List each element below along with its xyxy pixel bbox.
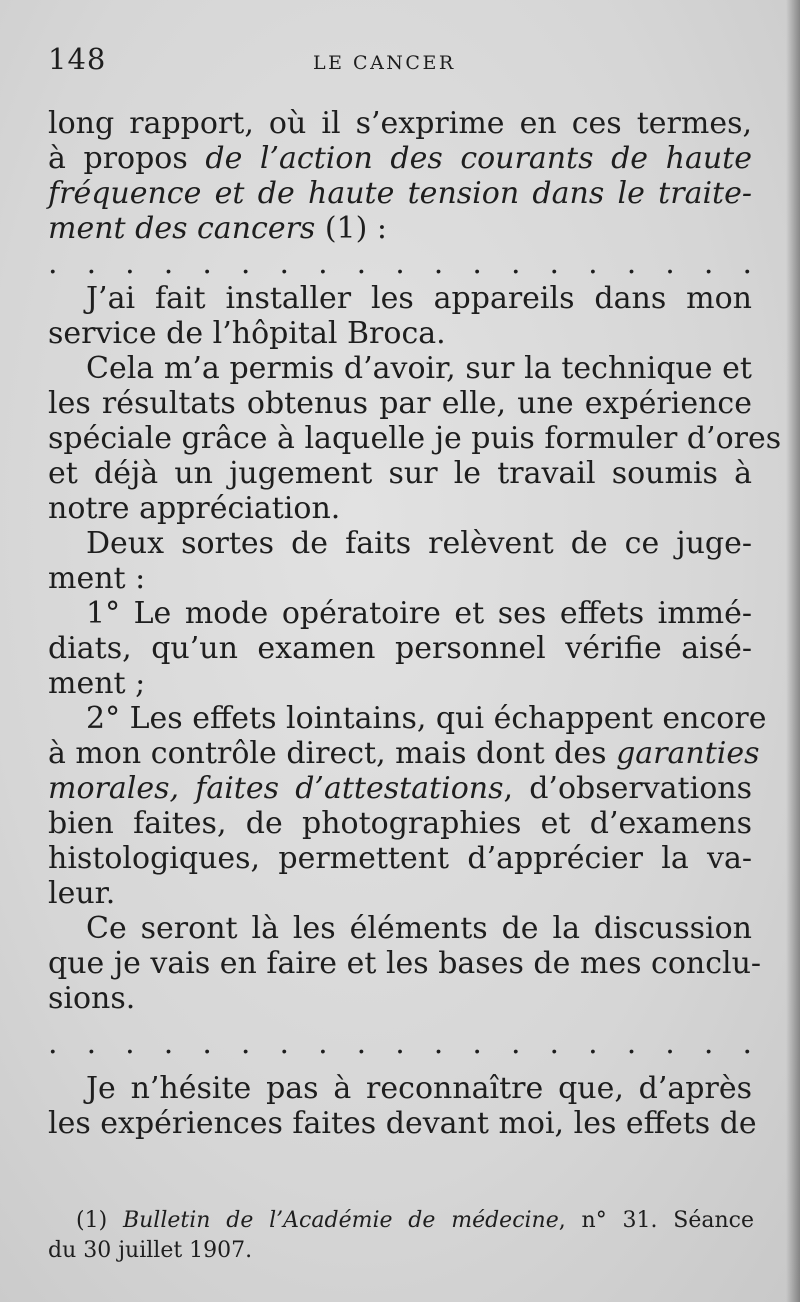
text-line: que je vais en faire et les bases de mes conclu-: [48, 946, 762, 981]
italic-phrase: garanties: [616, 736, 760, 771]
text-line: diats, qu’un examen personnel vérifie aisé-: [48, 631, 752, 666]
spacer: [48, 1061, 752, 1071]
text-line: ment ;: [48, 666, 146, 701]
body-text: [48, 106, 782, 1141]
text-line: les expériences faites devant moi, les effets de: [48, 1106, 757, 1141]
footnote-source: Bulletin de l’Académie de médecine: [122, 1208, 559, 1233]
italic-phrase: morales, faites d’attestations: [48, 771, 504, 806]
footnote-marker: (1): [76, 1208, 123, 1233]
text-line: morales, faites d’attestations, d’observations: [48, 771, 752, 806]
italic-title: ment des cancers: [48, 211, 316, 246]
text-line: J’ai fait installer les appareils dans mon: [86, 281, 752, 316]
spacer: [48, 1016, 752, 1026]
ellipsis-row: . . . . . . . . . . . . . . . . . . .: [48, 1026, 752, 1061]
running-head: [48, 42, 748, 82]
text-line: Je n’hésite pas à reconnaître que, d’après: [86, 1071, 752, 1106]
text-line: notre appréciation.: [48, 491, 341, 526]
text-line: les résultats obtenus par elle, une expérience: [48, 386, 752, 421]
italic-title: de l’action des courants de haute: [205, 141, 752, 176]
text-line: 2° Les effets lointains, qui échappent encore: [86, 701, 767, 736]
running-title: LE CANCER: [313, 52, 456, 74]
text-line: à mon contrôle direct, mais dont des garanties: [48, 736, 760, 771]
footnote: [48, 1206, 754, 1266]
text-line: à propos de l’action des courants de haute: [48, 141, 752, 176]
text-line: et déjà un jugement sur le travail soumis à: [48, 456, 752, 491]
text-line: Ce seront là les éléments de la discussion: [86, 911, 752, 946]
footnote-line: du 30 juillet 1907.: [48, 1238, 253, 1263]
text-line: fréquence et de haute tension dans le traite-: [48, 176, 752, 211]
text-line: 1° Le mode opératoire et ses effets immé-: [86, 596, 752, 631]
text-line: Deux sortes de faits relèvent de ce juge-: [86, 526, 752, 561]
page-edge-shadow: [786, 0, 800, 1302]
text-line: bien faites, de photographies et d’examens: [48, 806, 752, 841]
text-line: histologiques, permettent d’apprécier la va-: [48, 841, 752, 876]
text-line: sions.: [48, 981, 136, 1016]
page-number: 148: [48, 42, 107, 76]
footnote-line: (1) Bulletin de l’Académie de médecine, n° 31. Séance: [76, 1208, 754, 1233]
text-line: Cela m’a permis d’avoir, sur la technique et: [86, 351, 752, 386]
text-line: ment :: [48, 561, 146, 596]
ellipsis-row: . . . . . . . . . . . . . . . . . . .: [48, 246, 752, 281]
text-line: ment des cancers (1) :: [48, 211, 387, 246]
text-line: service de l’hôpital Broca.: [48, 316, 446, 351]
text-line: leur.: [48, 876, 116, 911]
text-line: long rapport, où il s’exprime en ces termes,: [48, 106, 752, 141]
text-line: spéciale grâce à laquelle je puis formuler d’ores: [48, 421, 782, 456]
